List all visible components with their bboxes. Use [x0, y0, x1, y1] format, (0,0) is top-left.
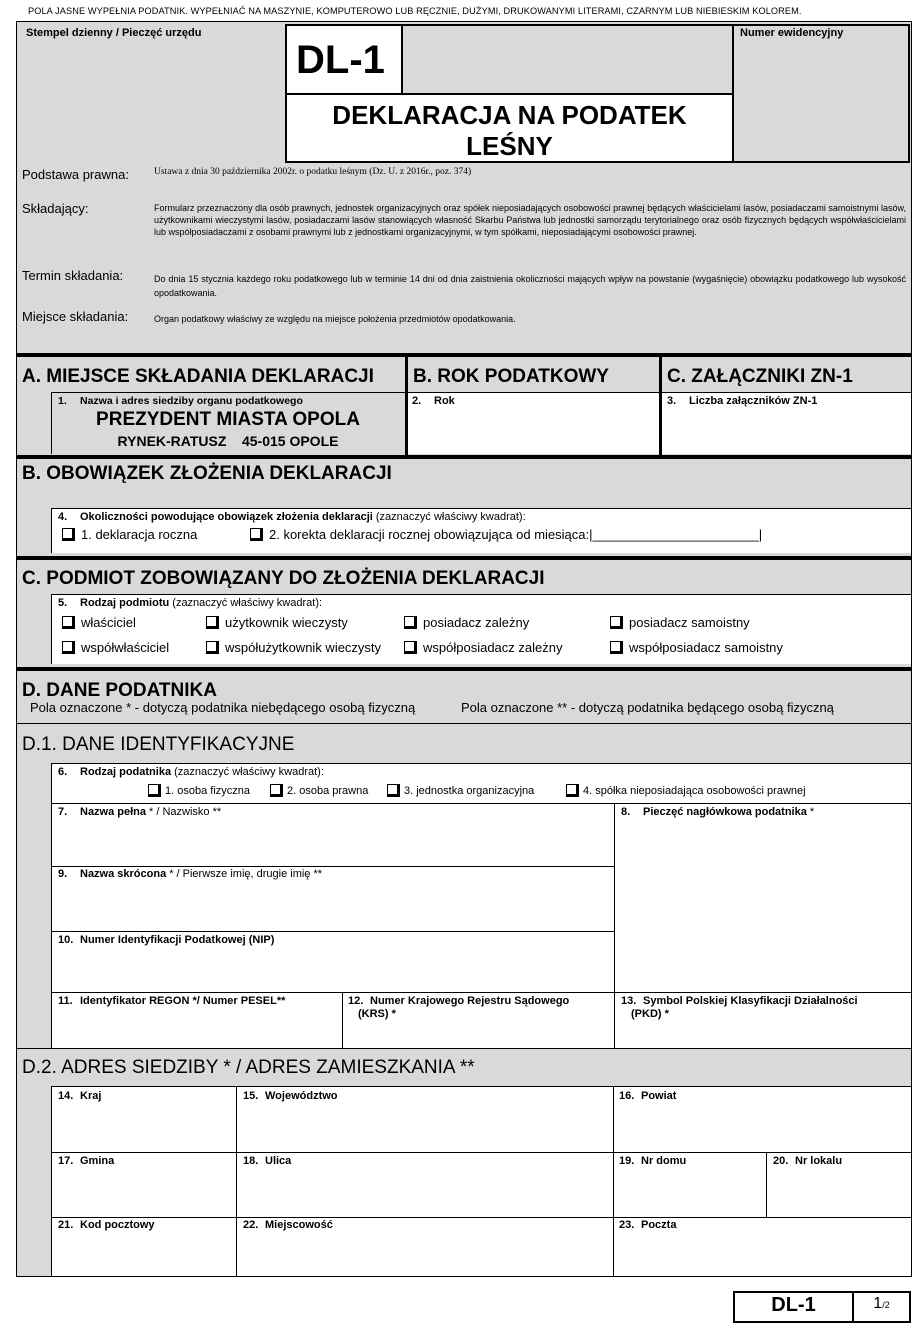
field-19-label: 19. Nr domu	[619, 1155, 687, 1167]
checkbox[interactable]	[404, 616, 417, 629]
reg-number-label: Numer ewidencyjny	[740, 27, 844, 39]
option-dependent-holder[interactable]: posiadacz zależny	[404, 615, 529, 630]
deadline-text: Do dnia 15 stycznia każdego roku podatkowego lub w terminie 14 dni od dnia zaistnienia okoliczności mających wpływ na powstanie (wygaśnięcie) obowiązku podatkowego lub wysokość opodatkowania.	[154, 274, 906, 298]
org-name: PREZYDENT MIASTA OPOLA	[96, 409, 360, 430]
field-11-label: 11. Identyfikator REGON */ Numer PESEL**	[58, 995, 286, 1007]
option-correction[interactable]: 2. korekta deklaracji rocznej obowiązująca od miesiąca:|_______________________|	[250, 527, 762, 542]
place-label: Miejsce składania:	[22, 309, 129, 324]
option-co-owner[interactable]: współwłaściciel	[62, 640, 169, 655]
field-17-label: 17. Gmina	[58, 1155, 115, 1167]
option-independent-holder[interactable]: posiadacz samoistny	[610, 615, 750, 630]
checkbox-correction[interactable]	[250, 528, 263, 541]
stamp-area[interactable]	[22, 44, 282, 159]
section-b-title: B. OBOWIĄZEK ZŁOŻENIA DEKLARACJI	[22, 463, 392, 484]
field-1-label: 1. Nazwa i adres siedziby organu podatkowego	[58, 395, 303, 407]
option-owner[interactable]: właściciel	[62, 615, 136, 630]
field-21-label: 21. Kod pocztowy	[58, 1219, 155, 1231]
deadline-label: Termin składania:	[22, 268, 124, 283]
section-a-title: A. MIEJSCE SKŁADANIA DEKLARACJI	[22, 366, 374, 387]
checkbox[interactable]	[206, 641, 219, 654]
submitter-text: Formularz przeznaczony dla osób prawnych, jednostek organizacyjnych oraz spółek nieposiadających osobowości prawnej będących właścicielami lasów, posiadaczami samoistnymi lasów, użytkownikami wieczystymi lasów, posiadaczami lasów stanowiących własność Skarbu Państwa lub jednostki samorządu terytorialnego oraz osób fizycznych będących współwłaścicielami lub współposiadaczami z osobami prawnymi lub z jednostkami organizacyjnymi, w tym spółkami, nieposiadającymi osobowości prawnej.	[154, 203, 906, 237]
place-text: Organ podatkowy właściwy ze względu na miejsce położenia przedmiotów opodatkowania.	[154, 314, 516, 324]
field-22-input[interactable]	[237, 1234, 612, 1275]
field-20-label: 20. Nr lokalu	[773, 1155, 843, 1167]
option-org-unit[interactable]: 3. jednostka organizacyjna	[387, 784, 534, 797]
top-note: POLA JASNE WYPEŁNIA PODATNIK. WYPEŁNIAĆ NA MASZYNIE, KOMPUTEROWO LUB RĘCZNIE, DUŻYMI, DRUKOWANYMI LITERAMI, CZARNYM LUB NIEBIESKIM KOLOREM.	[28, 6, 802, 16]
section-b-year-title: B. ROK PODATKOWY	[413, 366, 609, 387]
field-9-label: 9. Nazwa skrócona * / Pierwsze imię, drugie imię **	[58, 868, 323, 880]
footer-form-code: DL-1	[771, 1294, 816, 1316]
field-16-input[interactable]	[614, 1105, 910, 1151]
checkbox-annual[interactable]	[62, 528, 75, 541]
field-8-stamp-area[interactable]	[615, 820, 910, 991]
field-8-label: 8. Pieczęć nagłówkowa podatnika *	[621, 806, 815, 818]
checkbox[interactable]	[404, 641, 417, 654]
org-address: RYNEK-RATUSZ 45-015 OPOLE	[117, 433, 339, 449]
option-co-dependent-holder[interactable]: współposiadacz zależny	[404, 640, 562, 655]
field-12-label: 12. Numer Krajowego Rejestru Sądowego (KRS) *	[348, 995, 570, 1020]
field-15-label: 15. Województwo	[243, 1090, 338, 1102]
field-14-input[interactable]	[52, 1105, 235, 1151]
option-annual-declaration[interactable]: 1. deklaracja roczna	[62, 527, 197, 542]
field-4-label: 4. Okoliczności powodujące obowiązek złożenia deklaracji (zaznaczyć właściwy kwadrat):	[58, 511, 526, 523]
field-2-label: 2. Rok	[412, 395, 455, 407]
stamp-label: Stempel dzienny / Pieczęć urzędu	[26, 27, 202, 39]
checkbox[interactable]	[610, 616, 623, 629]
field-18-label: 18. Ulica	[243, 1155, 292, 1167]
field-11-input[interactable]	[52, 1010, 341, 1047]
field-13-label: 13. Symbol Polskiej Klasyfikacji Działalności (PKD) *	[621, 995, 858, 1020]
submitter-label: Składający:	[22, 201, 89, 216]
field-9-input[interactable]	[52, 883, 613, 930]
checkbox[interactable]	[387, 784, 400, 797]
field-21-input[interactable]	[52, 1234, 235, 1275]
section-c-title: C. PODMIOT ZOBOWIĄZANY DO ZŁOŻENIA DEKLARACJI	[22, 568, 545, 589]
field-10-input[interactable]	[52, 948, 613, 991]
field-22-label: 22. Miejscowość	[243, 1219, 333, 1231]
checkbox[interactable]	[206, 616, 219, 629]
section-d-title: D. DANE PODATNIKA	[22, 680, 217, 701]
reg-number-box[interactable]	[734, 24, 910, 163]
field-5-label: 5. Rodzaj podmiotu (zaznaczyć właściwy kwadrat):	[58, 597, 323, 609]
form-code-extra-box	[403, 24, 734, 95]
field-16-label: 16. Powiat	[619, 1090, 677, 1102]
legal-basis-text: Ustawa z dnia 30 października 2002r. o podatku leśnym (Dz. U. z 2016r., poz. 374)	[154, 167, 472, 177]
note-natural-person: Pola oznaczone ** - dotyczą podatnika będącego osobą fizyczną	[461, 700, 834, 715]
option-co-perpetual-user[interactable]: współużytkownik wieczysty	[206, 640, 381, 655]
field-6-label: 6. Rodzaj podatnika (zaznaczyć właściwy kwadrat):	[58, 766, 324, 778]
page-number: 1/2	[873, 1295, 890, 1312]
field-19-input[interactable]	[614, 1170, 765, 1216]
option-co-independent-holder[interactable]: współposiadacz samoistny	[610, 640, 783, 655]
checkbox[interactable]	[610, 641, 623, 654]
option-natural-person[interactable]: 1. osoba fizyczna	[148, 784, 250, 797]
field-7-input[interactable]	[52, 820, 613, 865]
d1-title: D.1. DANE IDENTYFIKACYJNE	[22, 734, 295, 755]
field-18-input[interactable]	[237, 1170, 612, 1216]
field-10-label: 10. Numer Identyfikacji Podatkowej (NIP)	[58, 934, 275, 946]
field-20-input[interactable]	[767, 1170, 910, 1216]
section-c-att-title: C. ZAŁĄCZNIKI ZN-1	[667, 366, 853, 387]
form-title-line2: LEŚNY	[466, 131, 553, 161]
field-23-label: 23. Poczta	[619, 1219, 677, 1231]
checkbox[interactable]	[62, 641, 75, 654]
checkbox[interactable]	[566, 784, 579, 797]
note-legal-entity: Pola oznaczone * - dotyczą podatnika niebędącego osobą fizyczną	[30, 700, 416, 715]
legal-basis-label: Podstawa prawna:	[22, 167, 129, 182]
checkbox[interactable]	[62, 616, 75, 629]
form-code: DL-1	[296, 38, 385, 82]
checkbox[interactable]	[148, 784, 161, 797]
d2-title: D.2. ADRES SIEDZIBY * / ADRES ZAMIESZKANIA **	[22, 1057, 475, 1078]
field-17-input[interactable]	[52, 1170, 235, 1216]
field-13-input[interactable]	[615, 1022, 910, 1047]
field-23-input[interactable]	[614, 1234, 910, 1275]
option-perpetual-user[interactable]: użytkownik wieczysty	[206, 615, 348, 630]
option-partnership[interactable]: 4. spółka nieposiadająca osobowości prawnej	[566, 784, 806, 797]
field-15-input[interactable]	[237, 1105, 612, 1151]
form-title-line1: DEKLARACJA NA PODATEK	[332, 100, 687, 130]
field-14-label: 14. Kraj	[58, 1090, 102, 1102]
checkbox[interactable]	[270, 784, 283, 797]
field-12-input[interactable]	[343, 1022, 613, 1047]
field-3-label: 3. Liczba załączników ZN-1	[667, 395, 818, 407]
field-7-label: 7. Nazwa pełna * / Nazwisko **	[58, 806, 222, 818]
option-legal-person[interactable]: 2. osoba prawna	[270, 784, 368, 797]
